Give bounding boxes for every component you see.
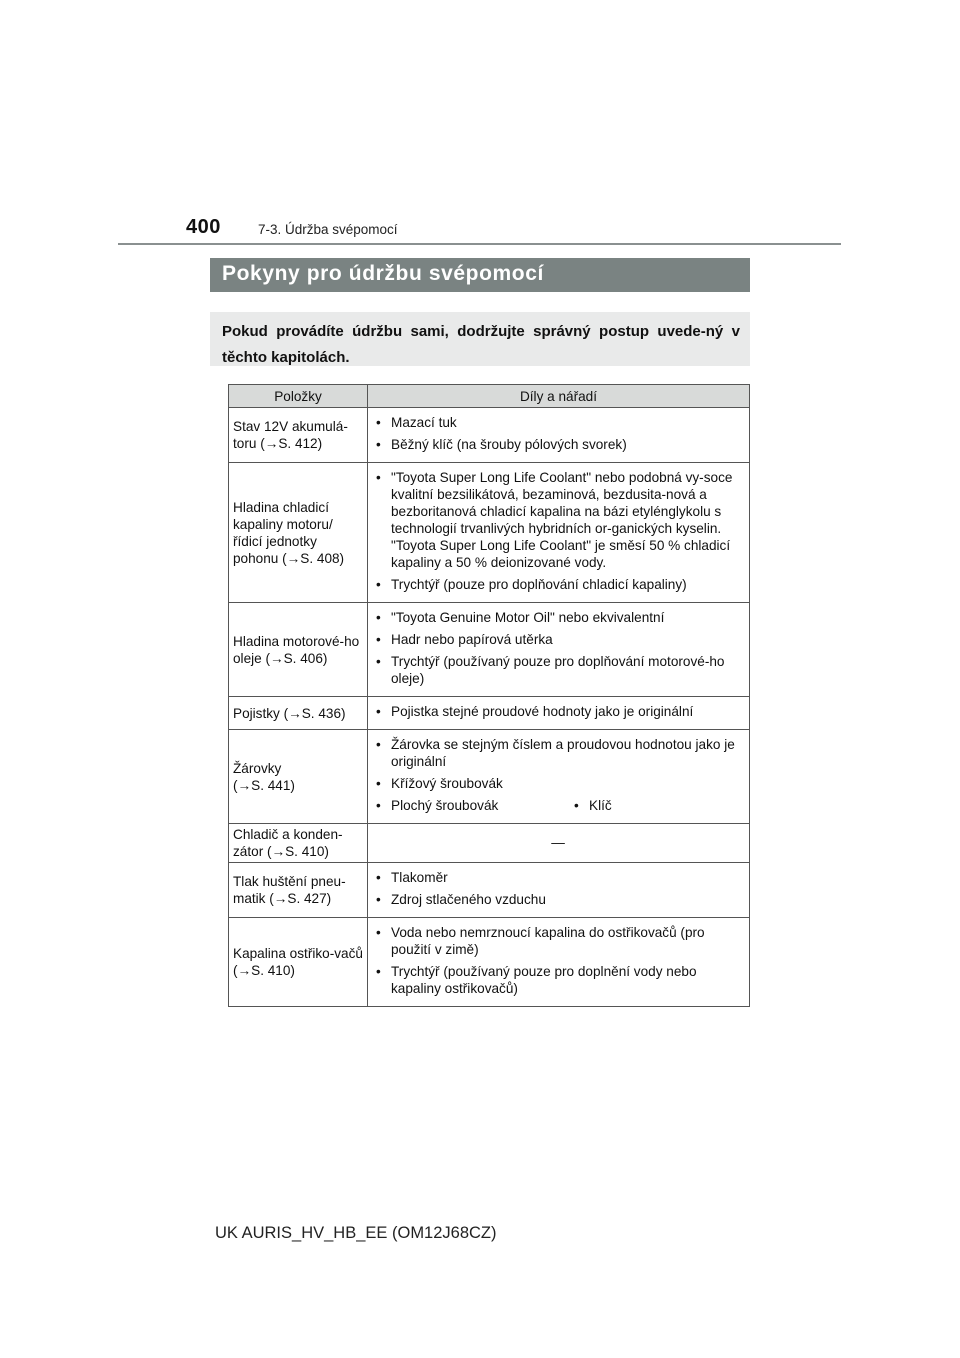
- list-item: • Tlakoměr: [373, 869, 743, 886]
- parts-cell: [368, 603, 750, 697]
- table-row: [229, 463, 750, 603]
- column-header-parts: Díly a nářadí: [368, 385, 750, 408]
- list-item: • Zdroj stlačeného vzduchu: [373, 891, 743, 908]
- intro-box: [210, 312, 750, 366]
- item-cell: Tlak huštění pneu-matik (→S. 427): [229, 863, 368, 918]
- list-item: • Běžný klíč (na šrouby pólových svorek): [373, 436, 743, 453]
- intro-text: Pokud provádíte údržbu sami, dodržujte správný postup uvede-ný v těchto kapitolách.: [222, 323, 740, 366]
- page-number: 400: [186, 216, 221, 238]
- table-row: [229, 697, 750, 730]
- item-cell: Kapalina ostřiko-vačů (→S. 410): [229, 918, 368, 1007]
- section-label: 7-3. Údržba svépomocí: [258, 222, 398, 237]
- item-cell: Hladina motorové-ho oleje (→S. 406): [229, 603, 368, 697]
- table-row: [229, 408, 750, 463]
- list-item: • Křížový šroubovák: [373, 775, 743, 792]
- header-divider: [118, 243, 841, 245]
- item-cell: Stav 12V akumulá-toru (→S. 412): [229, 408, 368, 463]
- item-cell-line: Žárovky: [233, 760, 282, 776]
- parts-cell: [368, 730, 750, 824]
- list-item: • "Toyota Super Long Life Coolant" nebo podobná vy-soce kvalitní bezsilikátová, bezaminová, bezdusita-nová a bezboritanová chladicí kapalina na bázi etylénglykolu s technologií trvanlivých hybridních or-ganických kyselin. "Toyota Super Long Life Coolant" je směsí 50 % chladicí kapaliny a 50 % deionizované vody.: [373, 469, 743, 571]
- list-item: • Hadr nebo papírová utěrka: [373, 631, 743, 648]
- parts-cell: [368, 697, 750, 730]
- list-item: • Klíč: [571, 797, 612, 814]
- parts-cell: [368, 918, 750, 1007]
- table-row: [229, 603, 750, 697]
- parts-cell-empty: —: [368, 824, 750, 863]
- list-item: • Pojistka stejné proudové hodnoty jako je originální: [373, 703, 743, 720]
- item-cell: Chladič a konden-zátor (→S. 410): [229, 824, 368, 863]
- item-cell: [229, 730, 368, 824]
- parts-cell: [368, 463, 750, 603]
- parts-cell: [368, 408, 750, 463]
- page-title: Pokyny pro údržbu svépomocí: [210, 258, 750, 292]
- list-item: • Trychtýř (pouze pro doplňování chladicí kapaliny): [373, 576, 743, 593]
- list-item: • Trychtýř (používaný pouze pro doplnění vody nebo kapaliny ostřikovačů): [373, 963, 743, 997]
- item-cell-line: (→S. 441): [233, 777, 295, 793]
- list-item: • Trychtýř (používaný pouze pro doplňování motorové-ho oleje): [373, 653, 743, 687]
- list-item: • Mazací tuk: [373, 414, 743, 431]
- list-item: • Žárovka se stejným číslem a proudovou hodnotou jako je originální: [373, 736, 743, 770]
- list-item: • Voda nebo nemrznoucí kapalina do ostřikovačů (pro použití v zimě): [373, 924, 743, 958]
- item-cell: Hladina chladicí kapaliny motoru/ řídicí jednotky pohonu (→S. 408): [229, 463, 368, 603]
- parts-cell: [368, 863, 750, 918]
- table-row: [229, 918, 750, 1007]
- table-row: [229, 730, 750, 824]
- table-row: [229, 824, 750, 863]
- document-code: UK AURIS_HV_HB_EE (OM12J68CZ): [215, 1224, 497, 1242]
- table-row: [229, 863, 750, 918]
- column-header-items: Položky: [229, 385, 368, 408]
- parts-table: [228, 384, 750, 1007]
- table-header-row: [229, 385, 750, 408]
- list-item: • "Toyota Genuine Motor Oil" nebo ekvivalentní: [373, 609, 743, 626]
- item-cell: Pojistky (→S. 436): [229, 697, 368, 730]
- list-item: • Plochý šroubovák: [373, 797, 571, 814]
- list-item-pair: [373, 797, 743, 814]
